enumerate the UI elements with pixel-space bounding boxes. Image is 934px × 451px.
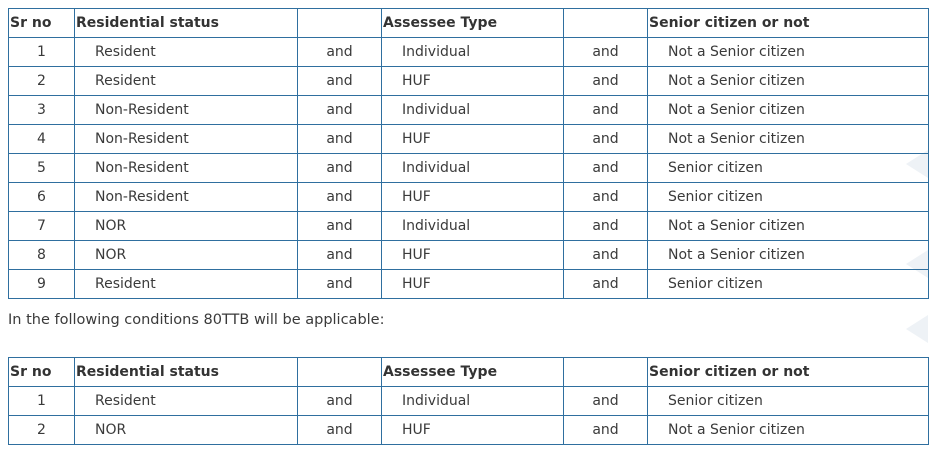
header-residential-status: Residential status bbox=[75, 358, 298, 387]
cell-and: and bbox=[564, 416, 648, 445]
cell-senior-citizen: Not a Senior citizen bbox=[648, 38, 929, 67]
cell-and: and bbox=[298, 125, 382, 154]
cell-sr-no: 1 bbox=[9, 387, 75, 416]
table-header-row bbox=[9, 358, 929, 387]
cell-senior-citizen: Senior citizen bbox=[648, 154, 929, 183]
header-assessee-type: Assessee Type bbox=[382, 358, 564, 387]
decorative-arrow-shape bbox=[906, 315, 928, 343]
cell-residential-status: Resident bbox=[75, 67, 298, 96]
header-and bbox=[298, 358, 382, 387]
cell-assessee-type: HUF bbox=[382, 416, 564, 445]
cell-and: and bbox=[298, 38, 382, 67]
cell-and: and bbox=[564, 96, 648, 125]
table-row bbox=[9, 416, 929, 445]
cell-assessee-type: Individual bbox=[382, 387, 564, 416]
cell-and: and bbox=[564, 38, 648, 67]
table-row bbox=[9, 154, 929, 183]
cell-assessee-type: HUF bbox=[382, 270, 564, 299]
residential-status-table bbox=[8, 8, 929, 299]
cell-assessee-type: Individual bbox=[382, 212, 564, 241]
cell-sr-no: 3 bbox=[9, 96, 75, 125]
table-row bbox=[9, 241, 929, 270]
cell-senior-citizen: Senior citizen bbox=[648, 387, 929, 416]
cell-and: and bbox=[298, 183, 382, 212]
table-row bbox=[9, 67, 929, 96]
table-row bbox=[9, 96, 929, 125]
cell-senior-citizen: Not a Senior citizen bbox=[648, 125, 929, 154]
cell-and: and bbox=[298, 387, 382, 416]
cell-assessee-type: HUF bbox=[382, 125, 564, 154]
cell-and: and bbox=[564, 387, 648, 416]
cell-assessee-type: HUF bbox=[382, 183, 564, 212]
table-row bbox=[9, 270, 929, 299]
header-and bbox=[298, 9, 382, 38]
cell-and: and bbox=[564, 241, 648, 270]
cell-senior-citizen: Senior citizen bbox=[648, 183, 929, 212]
header-sr-no: Sr no bbox=[9, 9, 75, 38]
cell-sr-no: 5 bbox=[9, 154, 75, 183]
header-senior-citizen: Senior citizen or not bbox=[648, 358, 929, 387]
table-row bbox=[9, 387, 929, 416]
cell-sr-no: 8 bbox=[9, 241, 75, 270]
table-row bbox=[9, 38, 929, 67]
applicability-note: In the following conditions 80TTB will be applicable: bbox=[8, 312, 385, 328]
cell-senior-citizen: Not a Senior citizen bbox=[648, 96, 929, 125]
cell-residential-status: Non-Resident bbox=[75, 154, 298, 183]
cell-residential-status: Resident bbox=[75, 270, 298, 299]
table-row bbox=[9, 125, 929, 154]
cell-and: and bbox=[298, 270, 382, 299]
cell-senior-citizen: Not a Senior citizen bbox=[648, 241, 929, 270]
cell-residential-status: Resident bbox=[75, 38, 298, 67]
80ttb-applicable-table bbox=[8, 357, 929, 445]
cell-sr-no: 6 bbox=[9, 183, 75, 212]
cell-senior-citizen: Not a Senior citizen bbox=[648, 212, 929, 241]
cell-senior-citizen: Not a Senior citizen bbox=[648, 416, 929, 445]
cell-residential-status: Resident bbox=[75, 387, 298, 416]
header-assessee-type: Assessee Type bbox=[382, 9, 564, 38]
header-and bbox=[564, 9, 648, 38]
cell-and: and bbox=[564, 183, 648, 212]
cell-assessee-type: Individual bbox=[382, 38, 564, 67]
cell-and: and bbox=[298, 154, 382, 183]
header-residential-status: Residential status bbox=[75, 9, 298, 38]
cell-sr-no: 1 bbox=[9, 38, 75, 67]
cell-residential-status: NOR bbox=[75, 416, 298, 445]
cell-residential-status: NOR bbox=[75, 212, 298, 241]
cell-sr-no: 2 bbox=[9, 416, 75, 445]
table-row bbox=[9, 183, 929, 212]
cell-sr-no: 9 bbox=[9, 270, 75, 299]
cell-and: and bbox=[298, 416, 382, 445]
cell-residential-status: Non-Resident bbox=[75, 125, 298, 154]
cell-senior-citizen: Not a Senior citizen bbox=[648, 67, 929, 96]
cell-assessee-type: HUF bbox=[382, 241, 564, 270]
cell-and: and bbox=[564, 154, 648, 183]
cell-residential-status: Non-Resident bbox=[75, 96, 298, 125]
cell-assessee-type: HUF bbox=[382, 67, 564, 96]
cell-assessee-type: Individual bbox=[382, 96, 564, 125]
header-senior-citizen: Senior citizen or not bbox=[648, 9, 929, 38]
cell-residential-status: NOR bbox=[75, 241, 298, 270]
cell-assessee-type: Individual bbox=[382, 154, 564, 183]
table-row bbox=[9, 212, 929, 241]
cell-senior-citizen: Senior citizen bbox=[648, 270, 929, 299]
cell-and: and bbox=[564, 125, 648, 154]
cell-and: and bbox=[298, 67, 382, 96]
cell-residential-status: Non-Resident bbox=[75, 183, 298, 212]
cell-and: and bbox=[298, 96, 382, 125]
cell-and: and bbox=[564, 67, 648, 96]
header-and bbox=[564, 358, 648, 387]
cell-sr-no: 4 bbox=[9, 125, 75, 154]
cell-and: and bbox=[564, 270, 648, 299]
cell-sr-no: 7 bbox=[9, 212, 75, 241]
cell-and: and bbox=[564, 212, 648, 241]
cell-sr-no: 2 bbox=[9, 67, 75, 96]
cell-and: and bbox=[298, 212, 382, 241]
table-header-row bbox=[9, 9, 929, 38]
header-sr-no: Sr no bbox=[9, 358, 75, 387]
cell-and: and bbox=[298, 241, 382, 270]
